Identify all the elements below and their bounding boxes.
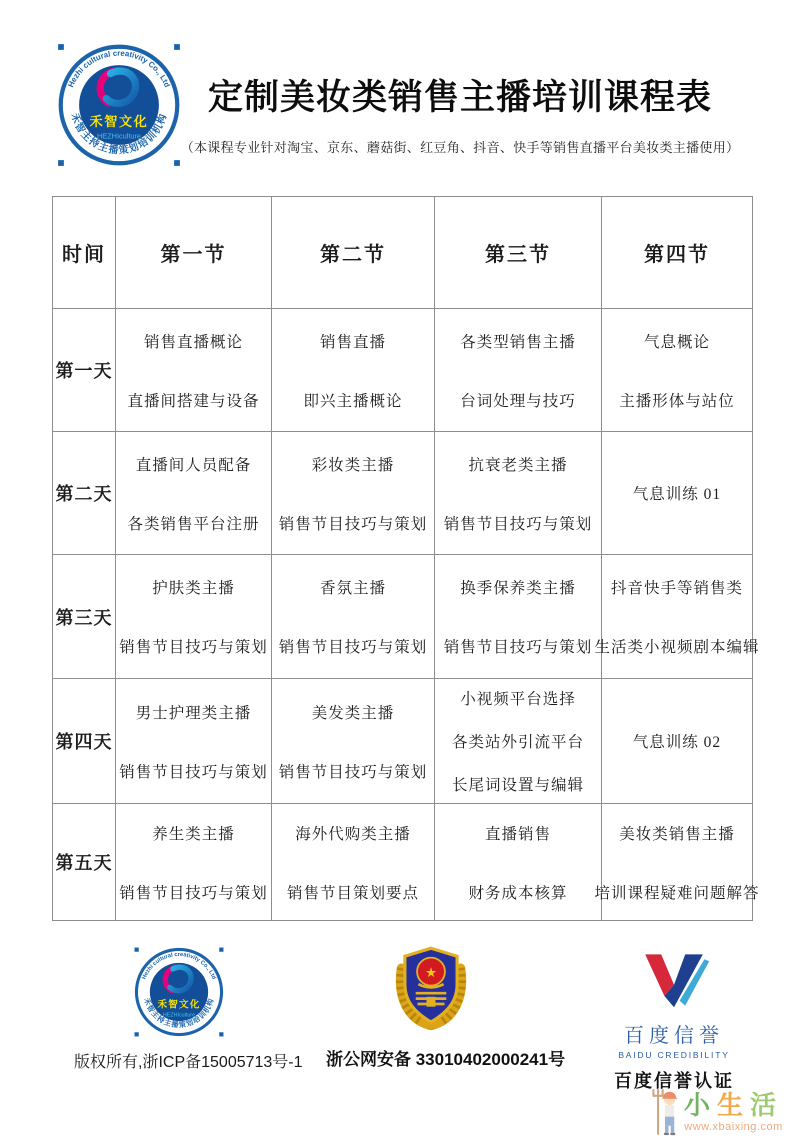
course-item: 美妆类销售主播 bbox=[619, 825, 735, 843]
course-item: 护肤类主播 bbox=[152, 580, 235, 597]
course-item: 男士护理类主播 bbox=[135, 704, 252, 722]
course-item: 养生类主播 bbox=[152, 825, 235, 843]
course-table bbox=[52, 196, 760, 921]
day-label: 第三天 bbox=[53, 555, 116, 679]
col-header-session2: 第二节 bbox=[272, 197, 435, 309]
col-header-session3: 第三节 bbox=[435, 197, 602, 309]
baidu-credibility-icon bbox=[633, 948, 715, 1012]
col-header-time: 时间 bbox=[53, 197, 116, 309]
page-subtitle: （本课程专业针对淘宝、京东、蘑菇街、红豆角、抖音、快手等销售直播平台美妆类主播使用） bbox=[180, 140, 740, 155]
day-label: 第二天 bbox=[53, 432, 116, 555]
course-item: 气息训练 01 bbox=[632, 486, 722, 503]
hezhi-logo-small bbox=[133, 946, 225, 1038]
copyright-text: 版权所有,浙ICP备15005713号-1 bbox=[74, 1054, 303, 1071]
course-item: 销售节目技巧与策划 bbox=[278, 515, 428, 533]
farmer-mascot-icon bbox=[650, 1084, 680, 1140]
police-badge-icon bbox=[386, 940, 476, 1032]
course-item: 台词处理与技巧 bbox=[460, 392, 576, 410]
course-item: 销售节目技巧与策划 bbox=[119, 763, 268, 781]
course-item: 生活类小视频剧本编辑 bbox=[594, 639, 760, 656]
baidu-cert-text: 百度信誉认证 bbox=[614, 1071, 734, 1091]
course-item: 小视频平台选择 bbox=[460, 691, 576, 708]
course-item: 销售节目技巧与策划 bbox=[119, 884, 268, 902]
baidu-credibility-en: BAIDU CREDIBILITY bbox=[618, 1050, 730, 1060]
course-item: 各类型销售主播 bbox=[460, 333, 576, 351]
day-label: 第五天 bbox=[53, 804, 116, 921]
course-item: 海外代购类主播 bbox=[295, 825, 411, 843]
svg-text:★: ★ bbox=[424, 965, 438, 980]
table-header-row bbox=[53, 197, 753, 309]
course-item: 财务成本核算 bbox=[468, 884, 568, 902]
course-item: 直播销售 bbox=[484, 825, 551, 843]
course-item: 销售节目技巧与策划 bbox=[278, 763, 428, 781]
course-item: 各类站外引流平台 bbox=[451, 734, 584, 751]
day-label: 第四天 bbox=[53, 679, 116, 804]
header bbox=[160, 70, 760, 156]
course-item: 销售节目技巧与策划 bbox=[278, 639, 428, 656]
course-item: 彩妆类主播 bbox=[311, 456, 395, 474]
course-item: 销售节目技巧与策划 bbox=[119, 639, 268, 656]
baidu-credibility-cn: 百度信誉 bbox=[624, 1025, 724, 1047]
footer-police-block bbox=[326, 940, 566, 1070]
page-title: 定制美妆类销售主播培训课程表 bbox=[207, 78, 712, 117]
col-header-session1: 第一节 bbox=[116, 197, 272, 309]
table-row bbox=[53, 309, 753, 432]
police-filing-text: 浙公网安备 33010402000241号 bbox=[326, 1050, 566, 1069]
course-item: 主播形体与站位 bbox=[619, 392, 735, 410]
course-item: 各类销售平台注册 bbox=[127, 515, 260, 533]
table-row bbox=[53, 804, 753, 921]
course-item: 销售直播概论 bbox=[143, 333, 243, 351]
course-item: 气息训练 02 bbox=[632, 734, 722, 751]
table-row bbox=[53, 679, 753, 804]
watermark-name: 小生活 bbox=[684, 1089, 784, 1120]
table-row bbox=[53, 555, 753, 679]
course-item: 销售节目技巧与策划 bbox=[443, 515, 593, 533]
course-item: 销售直播 bbox=[319, 333, 386, 351]
course-item: 培训课程疑难问题解答 bbox=[594, 884, 760, 902]
course-item: 直播间搭建与设备 bbox=[127, 392, 260, 410]
col-header-session4: 第四节 bbox=[602, 197, 753, 309]
footer-baidu-block bbox=[586, 948, 762, 1093]
course-item: 销售节目技巧与策划 bbox=[443, 639, 593, 656]
course-item: 换季保养类主播 bbox=[460, 580, 576, 597]
course-item: 香氛主播 bbox=[319, 580, 386, 597]
course-item: 销售节目策划要点 bbox=[286, 884, 419, 902]
watermark-url: www.xbaixing.com bbox=[684, 1120, 783, 1133]
course-item: 即兴主播概论 bbox=[303, 392, 403, 410]
table-row bbox=[53, 432, 753, 555]
course-item: 直播间人员配备 bbox=[135, 456, 252, 474]
course-item: 长尾词设置与编辑 bbox=[451, 777, 584, 794]
course-item: 气息概论 bbox=[643, 333, 710, 351]
site-watermark bbox=[650, 1082, 798, 1142]
watermark-text bbox=[684, 1089, 784, 1133]
course-item: 美发类主播 bbox=[311, 704, 395, 722]
course-item: 抗衰老类主播 bbox=[468, 456, 568, 474]
footer-copyright-block bbox=[74, 946, 303, 1072]
day-label: 第一天 bbox=[53, 309, 116, 432]
course-item: 抖音快手等销售类 bbox=[610, 580, 743, 597]
